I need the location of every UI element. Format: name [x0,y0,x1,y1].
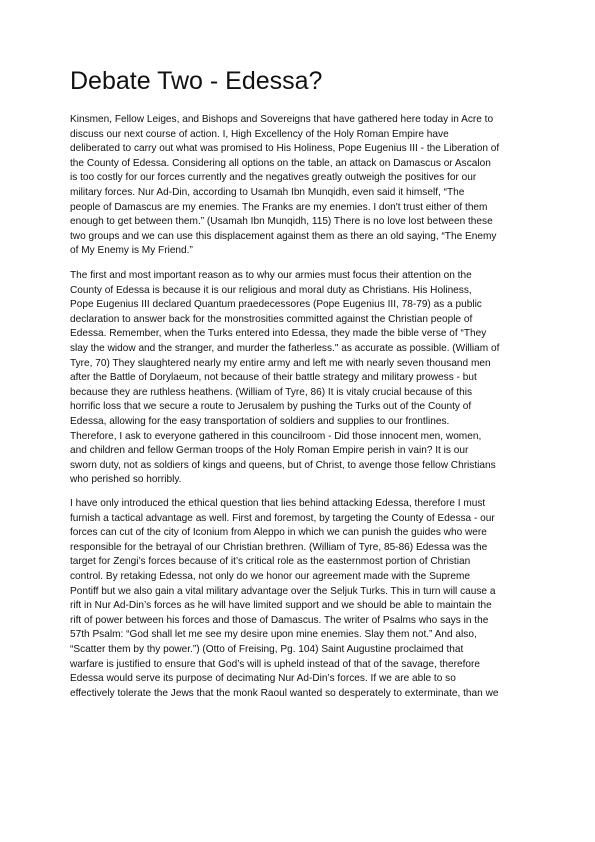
text-line: military forces. Nur Ad-Din, according to Usamah Ibn Munqidh, even said it himself, “The [70,186,465,198]
text-line: “Scatter them by thy power.”) (Otto of Freising, Pg. 104) Saint Augustine proclaimed that [70,643,464,655]
text-line: I have only introduced the ethical question that lies behind attacking Edessa, therefore I must [70,498,486,509]
text-line: County of Edessa is because it is our religious and moral duty as Christians. His Holiness, [70,284,472,296]
text-line: slay the widow and the stranger, and murder the fatherless." as accurate as possible. (William of [70,342,500,354]
text-line: Kinsmen, Fellow Leiges, and Bishops and Sovereigns that have gathered here today in Acre to [70,114,494,125]
paragraph-intro [70,113,530,259]
text-line: is too costly for our forces currently and the negatives greatly outweigh the positives for our [70,172,477,184]
paragraph-tactical-advantage [70,497,530,701]
text-line: rift of power between his forces and those of Damascus. The writer of Psalms who says in the [70,614,489,626]
paragraph-religious-duty [70,269,530,488]
text-line: Edessa would serve its purpose of decimating Nur Ad-Din’s forces. If we are able to so [70,673,456,685]
text-line: two groups and we can use this displacement against them as there an old saying, “The Enemy [70,230,497,242]
text-line: control. By retaking Edessa, not only do we honor our agreement made with the Supreme [70,570,471,582]
text-line: discuss our next course of action. I, High Excellency of the Holy Roman Empire have [70,128,449,140]
text-line: warfare is justified to ensure that God’s will is upheld instead of that of the savage, therefore [70,658,480,670]
text-line: Pope Eugenius III declared Quantum praedecessores (Pope Eugenius III, 78-79) as a public [70,299,482,311]
text-line: Edessa. Remember, when the Turks entered into Edessa, they made the bible verse of “They [70,328,487,340]
text-line: who perished so horribly. [70,474,182,486]
text-line: Therefore, I ask to everyone gathered in this councilroom - Did those innocent men, women, [70,430,482,442]
text-line: and children and fellow German troops of the Holy Roman Empire perish in vain? It is our [70,445,469,457]
text-line: deliberated to carry out what was promised to His Holiness, Pope Eugenius III - the Liberation of [70,143,500,155]
text-line: responsible for the betrayal of our Christian brethren. (William of Tyre, 85-86) Edessa was the [70,541,488,553]
text-line: furnish a tactical advantage as well. First and foremost, by targeting the County of Edessa - our [70,512,495,524]
text-line: 57th Psalm: “God shall let me see my desire upon mine enemies. Slay them not.” And also, [70,629,477,641]
text-line: people of Damascus are my enemies. The Franks are my enemies. I don't trust either of them [70,201,488,213]
text-line: of My Enemy is My Friend.” [70,245,193,257]
text-line: Tyre, 70) They slaughtered nearly my entire army and left me with nearly seven thousand men [70,357,491,369]
text-line: forces can cut of the city of Iconium from Aleppo in which we can punish the guides who were [70,527,487,539]
text-line: Edessa, allowing for the easy transportation of soldiers and supplies to our frontlines. [70,415,450,427]
text-line: target for Zengi’s forces because of it’s critical role as the easternmost portion of Christian [70,556,471,568]
text-line: because they are ruthless heathens. (William of Tyre, 86) It is vitaly crucial because of this [70,386,473,398]
page-title: Debate Two - Edessa? [70,67,323,95]
text-line: rift in Nur Ad-Din’s forces as he will have limited support and we should be able to maintain the [70,600,492,612]
text-line: the County of Edessa. Considering all options on the table, an attack on Damascus or Ascalon [70,157,491,169]
text-line: declaration to answer back for the monstrosities committed against the Christian people of [70,313,473,325]
text-line: Pontiff but we also gain a vital military advantage over the Seljuk Turks. This in turn will cause a [70,585,496,597]
text-line: The first and most important reason as to why our armies must focus their attention on the [70,270,472,281]
text-line: effectively tolerate the Jews that the monk Raoul wanted so desperately to exterminate, than we [70,687,499,699]
text-line: sworn duty, not as soldiers of kings and queens, but of Christ, to avenge those fellow Christians [70,459,496,471]
text-line: after the Battle of Dorylaeum, not because of their battle strategy and military prowess - but [70,372,477,384]
text-line: horrific loss that we secure a route to Jerusalem by pushing the Turks out of the County of [70,401,472,413]
text-line: enough to get between them.” (Usamah Ibn Munqidh, 115) There is no love lost between these [70,216,493,228]
